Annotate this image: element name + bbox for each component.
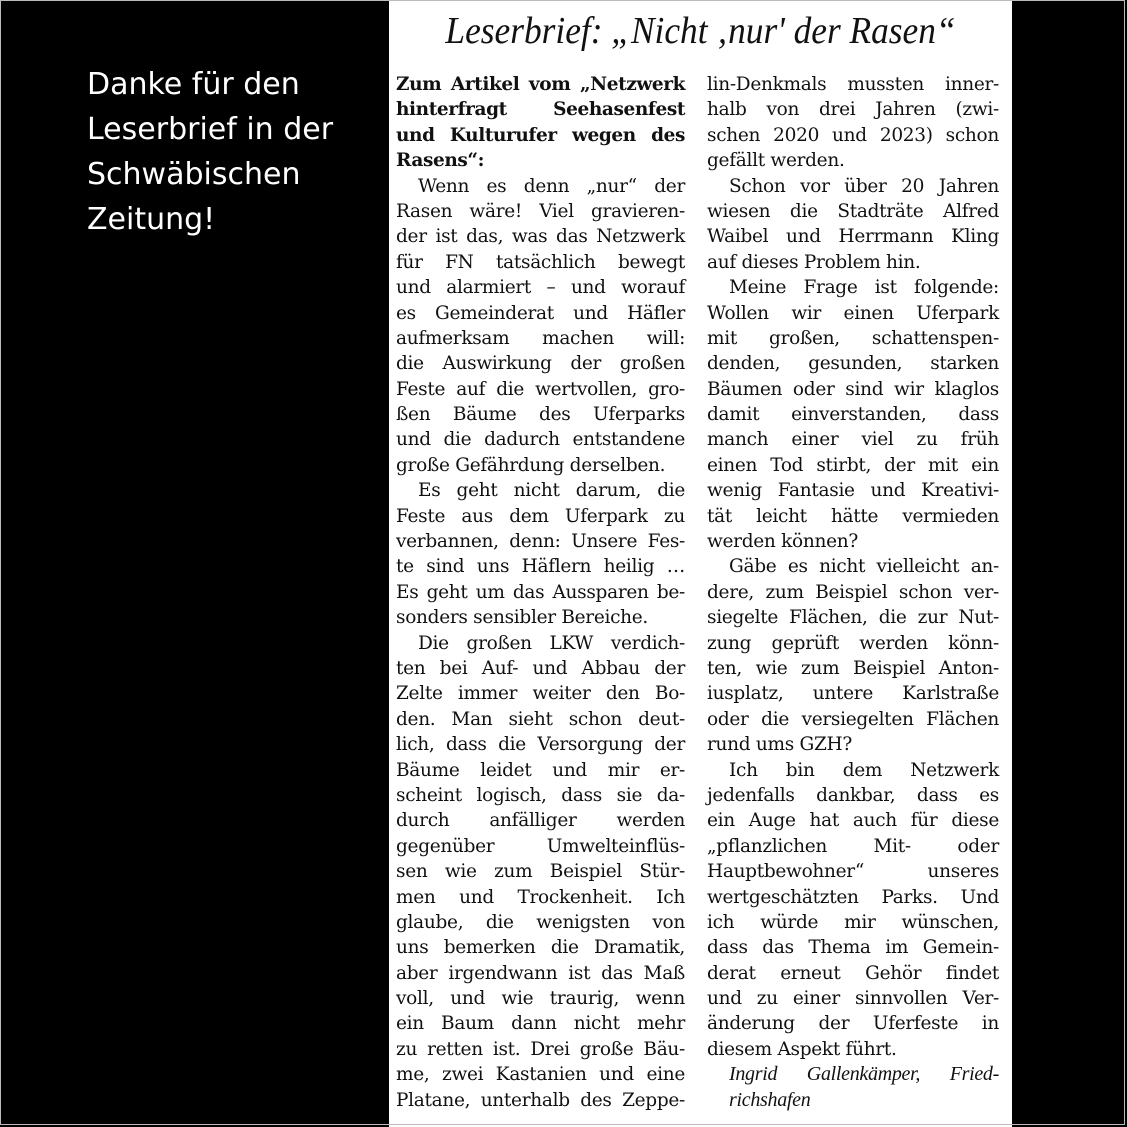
caption-line: Schwäbischen [87,157,301,192]
article-line-left: lich, dass die Versorgung der [396,734,685,756]
article-line-right: ich würde mir wünschen, [707,911,999,933]
article-line-left: voll, und wie traurig, wenn [396,988,685,1010]
article-line-right: tät leicht hätte vermieden [707,505,999,527]
article-line-left: die Auswirkung der großen [396,353,685,375]
newspaper-clipping [389,0,1012,1127]
article-line-right: Schon vor über 20 Jahren [729,175,999,197]
article-line-left: ßen Bäume des Uferparks [396,404,685,426]
article-line-right: Hauptbewohner“ unseres [707,861,999,883]
article-line-right: Gäbe es nicht vielleicht an- [729,556,999,578]
article-line-right: Meine Frage ist folgende: [729,277,999,299]
article-line-left: und Kulturufer wegen des [396,124,685,146]
article-line-right: rund ums GZH? [707,734,853,756]
article-line-right: siegelte Flächen, die zur Nut- [707,607,999,629]
article-line-right: zung geprüft werden könn- [707,632,999,654]
article-line-right: ten, wie zum Beispiel Anton- [707,657,999,679]
article-line-right: ein Auge hat auch für diese [707,810,999,832]
article-line-right: dere, zum Beispiel schon ver- [707,581,999,603]
article-line-right: Wollen wir einen Uferpark [707,302,999,324]
article-headline: Leserbrief: „Nicht ‚nur' der Rasen“ [445,10,956,52]
article-line-right: schen 2020 und 2023) schon [707,124,999,146]
article-line-right: jedenfalls dankbar, dass es [707,784,999,806]
article-line-left: Feste auf die wertvollen, gro- [396,378,685,400]
article-line-left: gegenüber Umwelteinflüs- [396,835,685,857]
article-line-right: damit einverstanden, dass [707,404,999,426]
article-line-left: Platane, unterhalb des Zeppe- [396,1089,685,1111]
caption-line: Zeitung! [87,202,216,237]
article-line-right: auf dieses Problem hin. [707,251,921,273]
article-line-right: Ingrid Gallenkämper, Fried- [729,1063,999,1086]
article-line-left: und alarmiert – und worauf [396,277,685,299]
article-line-left: der ist das, was das Netzwerk [396,226,685,248]
article-line-right: Ich bin dem Netzwerk [729,759,999,781]
article-line-left: verbannen, denn: Unsere Fes- [396,531,685,553]
article-line-right: und zu einer sinnvollen Ver- [707,988,999,1010]
article-line-left: und die dadurch entstandene [396,429,685,451]
article-line-right: halb von drei Jahren (zwi- [707,99,999,121]
article-line-left: men und Trockenheit. Ich [396,886,685,908]
caption-line: Leserbrief in der [87,112,334,147]
article-line-right: wiesen die Stadträte Alfred [707,200,999,222]
article-line-left: durch anfälliger werden [396,810,685,832]
article-line-right: oder die versiegelten Flächen [707,708,999,730]
article-column-right [707,72,999,1113]
article-line-right: mit großen, schattenspen- [707,327,999,349]
article-line-left: ein Baum dann nicht mehr [396,1013,685,1035]
article-line-left: glaube, die wenigsten von [396,911,685,933]
article-line-left: für FN tatsächlich bewegt [396,251,685,273]
article-line-left: me, zwei Kastanien und eine [396,1064,685,1086]
article-line-left: Zelte immer weiter den Bo- [396,683,685,705]
article-line-left: Feste aus dem Uferpark zu [396,505,685,527]
article-line-left: Es geht nicht darum, die [418,480,685,502]
article-line-left: scheint logisch, dass sie da- [396,784,685,806]
article-line-right: einen Tod stirbt, der mit ein [707,454,999,476]
article-line-left: aber irgendwann ist das Maß [396,962,685,984]
article-line-left: Die großen LKW verdich- [418,632,685,654]
article-line-right: dass das Thema im Gemein- [707,937,999,959]
article-line-right: iusplatz, untere Karlstraße [707,683,999,705]
article-line-left: es Gemeinderat und Häfler [396,302,685,324]
article-line-left: den. Man sieht schon deut- [396,708,685,730]
article-line-right: änderung der Uferfeste in [707,1013,999,1035]
article-line-left: Rasens“: [396,150,485,172]
article-line-right: diesem Aspekt führt. [707,1038,897,1060]
article-line-right: denden, gesunden, starken [707,353,999,375]
article-line-left: Wenn es denn „nur“ der [418,175,685,197]
article-line-right: Waibel und Herrmann Kling [707,226,999,248]
article-line-left: sen wie zum Beispiel Stür- [396,861,685,883]
article-line-right: richshafen [729,1088,811,1111]
article-line-right: gefällt werden. [707,150,845,172]
article-line-right: lin-Denkmals mussten inner- [707,74,999,95]
article-line-right: werden können? [707,531,858,553]
article-line-left: uns bemerken die Dramatik, [396,937,685,959]
article-line-right: Bäumen oder sind wir klaglos [707,378,999,400]
article-line-right: manch einer viel zu früh [707,429,999,451]
caption-text [87,62,377,242]
article-line-left: sonders sensibler Bereiche. [396,607,649,629]
article-line-left: Bäume leidet und mir er- [396,759,685,781]
article-line-right: „pflanzlichen Mit- oder [707,835,999,857]
article-line-right: wenig Fantasie und Kreativi- [707,480,999,502]
article-column-left [396,72,685,1113]
article-line-left: hinterfragt Seehasenfest [396,99,685,121]
article-line-left: Es geht um das Aussparen be- [396,581,685,603]
article-line-left: Zum Artikel vom „Netzwerk [396,74,685,95]
article-line-right: wertgeschätzten Parks. Und [707,886,999,908]
article-line-left: ten bei Auf- und Abbau der [396,657,685,679]
caption-line: Danke für den [87,67,300,102]
article-line-left: zu retten ist. Drei große Bäu- [396,1038,685,1060]
article-line-left: aufmerksam machen will: [396,327,685,349]
article-line-left: Rasen wäre! Viel gravieren- [396,200,685,222]
article-line-left: große Gefährdung derselben. [396,454,666,476]
article-line-right: derat erneut Gehör findet [707,962,999,984]
article-line-left: te sind uns Häflern heilig … [396,556,685,578]
